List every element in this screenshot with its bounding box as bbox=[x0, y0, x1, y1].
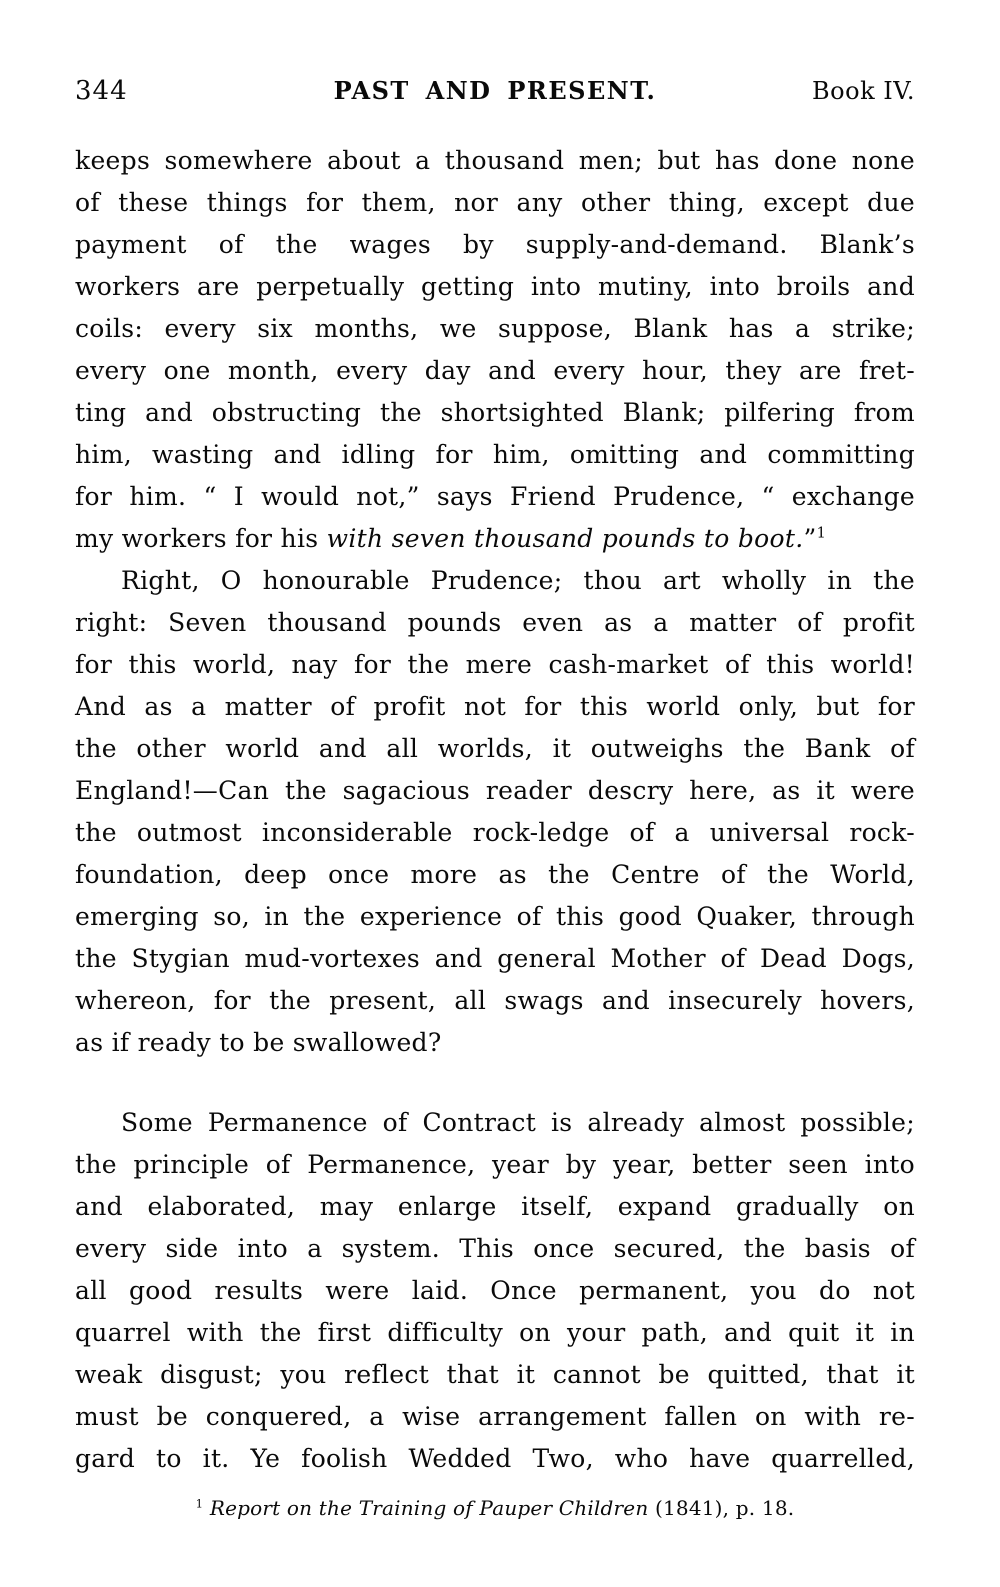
text-segment: every side into a system. This once secured, the basis of bbox=[75, 1234, 915, 1263]
text-line bbox=[75, 476, 915, 518]
running-header bbox=[75, 76, 915, 106]
running-title: PAST AND PRESENT. bbox=[333, 76, 657, 105]
text-line bbox=[75, 1228, 915, 1270]
text-line bbox=[75, 854, 915, 896]
text-segment: and elaborated, may enlarge itself, expand gradually on bbox=[75, 1192, 915, 1221]
text-segment: him, wasting and idling for him, omitting and committing bbox=[75, 440, 915, 469]
text-line bbox=[75, 686, 915, 728]
text-line bbox=[75, 1354, 915, 1396]
italic-text: with seven thousand pounds to boot. bbox=[326, 524, 804, 553]
text-line bbox=[75, 602, 915, 644]
text-segment: my workers for his bbox=[75, 524, 327, 553]
text-segment: emerging so, in the experience of this good Quaker, through bbox=[75, 902, 915, 931]
text-line bbox=[75, 938, 915, 980]
text-line bbox=[75, 770, 915, 812]
text-segment: quarrel with the first difficulty on your path, and quit it in bbox=[75, 1318, 915, 1347]
paragraph bbox=[75, 1102, 915, 1480]
text-segment: And as a matter of profit not for this world only, but for bbox=[75, 692, 915, 721]
text-line bbox=[75, 896, 915, 938]
text-segment: (1841), p. 18. bbox=[648, 1496, 795, 1520]
page-number: 344 bbox=[75, 76, 128, 106]
text-segment: the other world and all worlds, it outweighs the Bank of bbox=[75, 734, 915, 763]
text-segment: the outmost inconsiderable rock-ledge of a universal rock- bbox=[75, 818, 915, 847]
text-line bbox=[75, 266, 915, 308]
text-segment: weak disgust; you reflect that it cannot be quitted, that it bbox=[75, 1360, 915, 1389]
text-segment: payment of the wages by supply-and-demand. Blank’s bbox=[75, 230, 915, 259]
text-line bbox=[75, 1438, 915, 1480]
text-segment: workers are perpetually getting into mutiny, into broils and bbox=[75, 272, 915, 301]
text-line bbox=[75, 308, 915, 350]
text-line bbox=[75, 1022, 915, 1064]
footnote bbox=[75, 1494, 915, 1522]
text-line bbox=[75, 1312, 915, 1354]
text-segment: ting and obstructing the shortsighted Blank; pilfering from bbox=[75, 398, 915, 427]
text-segment: keeps somewhere about a thousand men; but has done none bbox=[75, 146, 915, 175]
italic-text: Report on the Training of Pauper Children bbox=[209, 1496, 649, 1520]
text-segment: right: Seven thousand pounds even as a matter of profit bbox=[75, 608, 915, 637]
text-segment: every one month, every day and every hour, they are fret- bbox=[75, 356, 915, 385]
text-line bbox=[75, 1396, 915, 1438]
book-label: Book IV. bbox=[812, 77, 915, 105]
text-segment: the Stygian mud-vortexes and general Mother of Dead Dogs, bbox=[75, 944, 915, 973]
text-line bbox=[75, 182, 915, 224]
text-segment: coils: every six months, we suppose, Blank has a strike; bbox=[75, 314, 915, 343]
text-segment: Right, O honourable Prudence; thou art wholly in the bbox=[121, 566, 915, 595]
text-segment: for this world, nay for the mere cash-market of this world! bbox=[75, 650, 915, 679]
text-segment: all good results were laid. Once permanent, you do not bbox=[75, 1276, 915, 1305]
text-line bbox=[75, 560, 915, 602]
text-line bbox=[75, 1270, 915, 1312]
text-line bbox=[75, 224, 915, 266]
superscript-marker: 1 bbox=[195, 1496, 204, 1511]
text-line bbox=[75, 728, 915, 770]
text-line bbox=[75, 644, 915, 686]
text-segment: the principle of Permanence, year by year, better seen into bbox=[75, 1150, 915, 1179]
text-segment: England!—Can the sagacious reader descry here, as it were bbox=[75, 776, 915, 805]
text-line bbox=[75, 1144, 915, 1186]
text-line bbox=[75, 812, 915, 854]
superscript-marker: 1 bbox=[816, 525, 827, 542]
text-segment: must be conquered, a wise arrangement fallen on with re- bbox=[75, 1402, 915, 1431]
text-segment: for him. “ I would not,” says Friend Prudence, “ exchange bbox=[75, 482, 915, 511]
text-segment: gard to it. Ye foolish Wedded Two, who have quarrelled, bbox=[75, 1444, 915, 1473]
text-segment: foundation, deep once more as the Centre of the World, bbox=[75, 860, 915, 889]
text-line bbox=[75, 350, 915, 392]
text-line bbox=[75, 392, 915, 434]
paragraph bbox=[75, 560, 915, 1064]
text-segment: as if ready to be swallowed? bbox=[75, 1028, 442, 1057]
text-line bbox=[75, 1102, 915, 1144]
text-line bbox=[75, 980, 915, 1022]
text-line bbox=[75, 1186, 915, 1228]
text-segment: ” bbox=[803, 524, 817, 553]
text-segment: Some Permanence of Contract is already almost possible; bbox=[121, 1108, 915, 1137]
text-line bbox=[75, 434, 915, 476]
text-segment: of these things for them, nor any other thing, except due bbox=[75, 188, 915, 217]
text-line bbox=[75, 140, 915, 182]
text-line bbox=[75, 518, 915, 560]
page-body bbox=[75, 140, 915, 1480]
text-segment: whereon, for the present, all swags and insecurely hovers, bbox=[75, 986, 915, 1015]
paragraph bbox=[75, 140, 915, 560]
